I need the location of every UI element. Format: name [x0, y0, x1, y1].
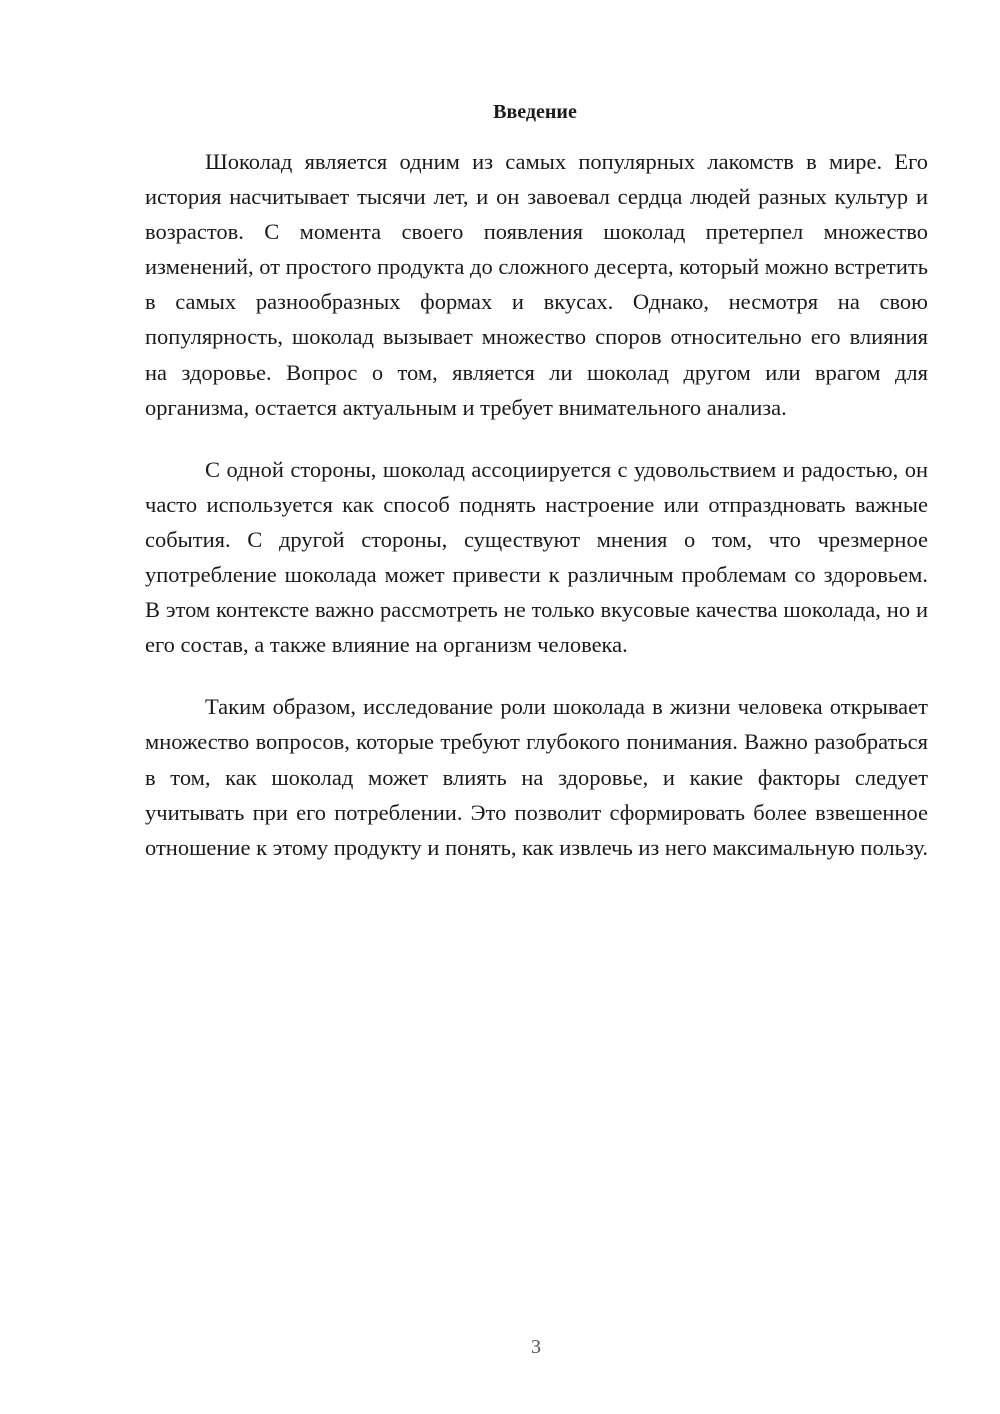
- document-body: [145, 144, 928, 865]
- page-title: Введение: [493, 101, 577, 123]
- paragraph-1: Шоколад является одним из самых популярных лакомств в мире. Его история насчитывает тысячи лет, и он завоевал сердца людей разных культур и возрастов. С момента своего появления шоколад претерпел множество изменений, от простого продукта до сложного десерта, который можно встретить в самых разнообразных формах и вкусах. Однако, несмотря на свою популярность, шоколад вызывает множество споров относительно его влияния на здоровье. Вопрос о том, является ли шоколад другом или врагом для организма, остается актуальным и требует внимательного анализа.: [145, 149, 928, 420]
- paragraph-2: С одной стороны, шоколад ассоциируется с удовольствием и радостью, он часто используется как способ поднять настроение или отпраздновать важные события. С другой стороны, существуют мнения о том, что чрезмерное употребление шоколада может привести к различным проблемам со здоровьем. В этом контексте важно рассмотреть не только вкусовые качества шоколада, но и его состав, а также влияние на организм человека.: [145, 456, 928, 658]
- paragraph-3: Таким образом, исследование роли шоколада в жизни человека открывает множество вопросов, которые требуют глубокого понимания. Важно разобраться в том, как шоколад может влиять на здоровье, и какие факторы следует учитывать при его потреблении. Это позволит сформировать более взвешенное отношение к этому продукту и понять, как извлечь из него максимальную пользу.: [145, 694, 928, 860]
- page-number: 3: [531, 1336, 541, 1358]
